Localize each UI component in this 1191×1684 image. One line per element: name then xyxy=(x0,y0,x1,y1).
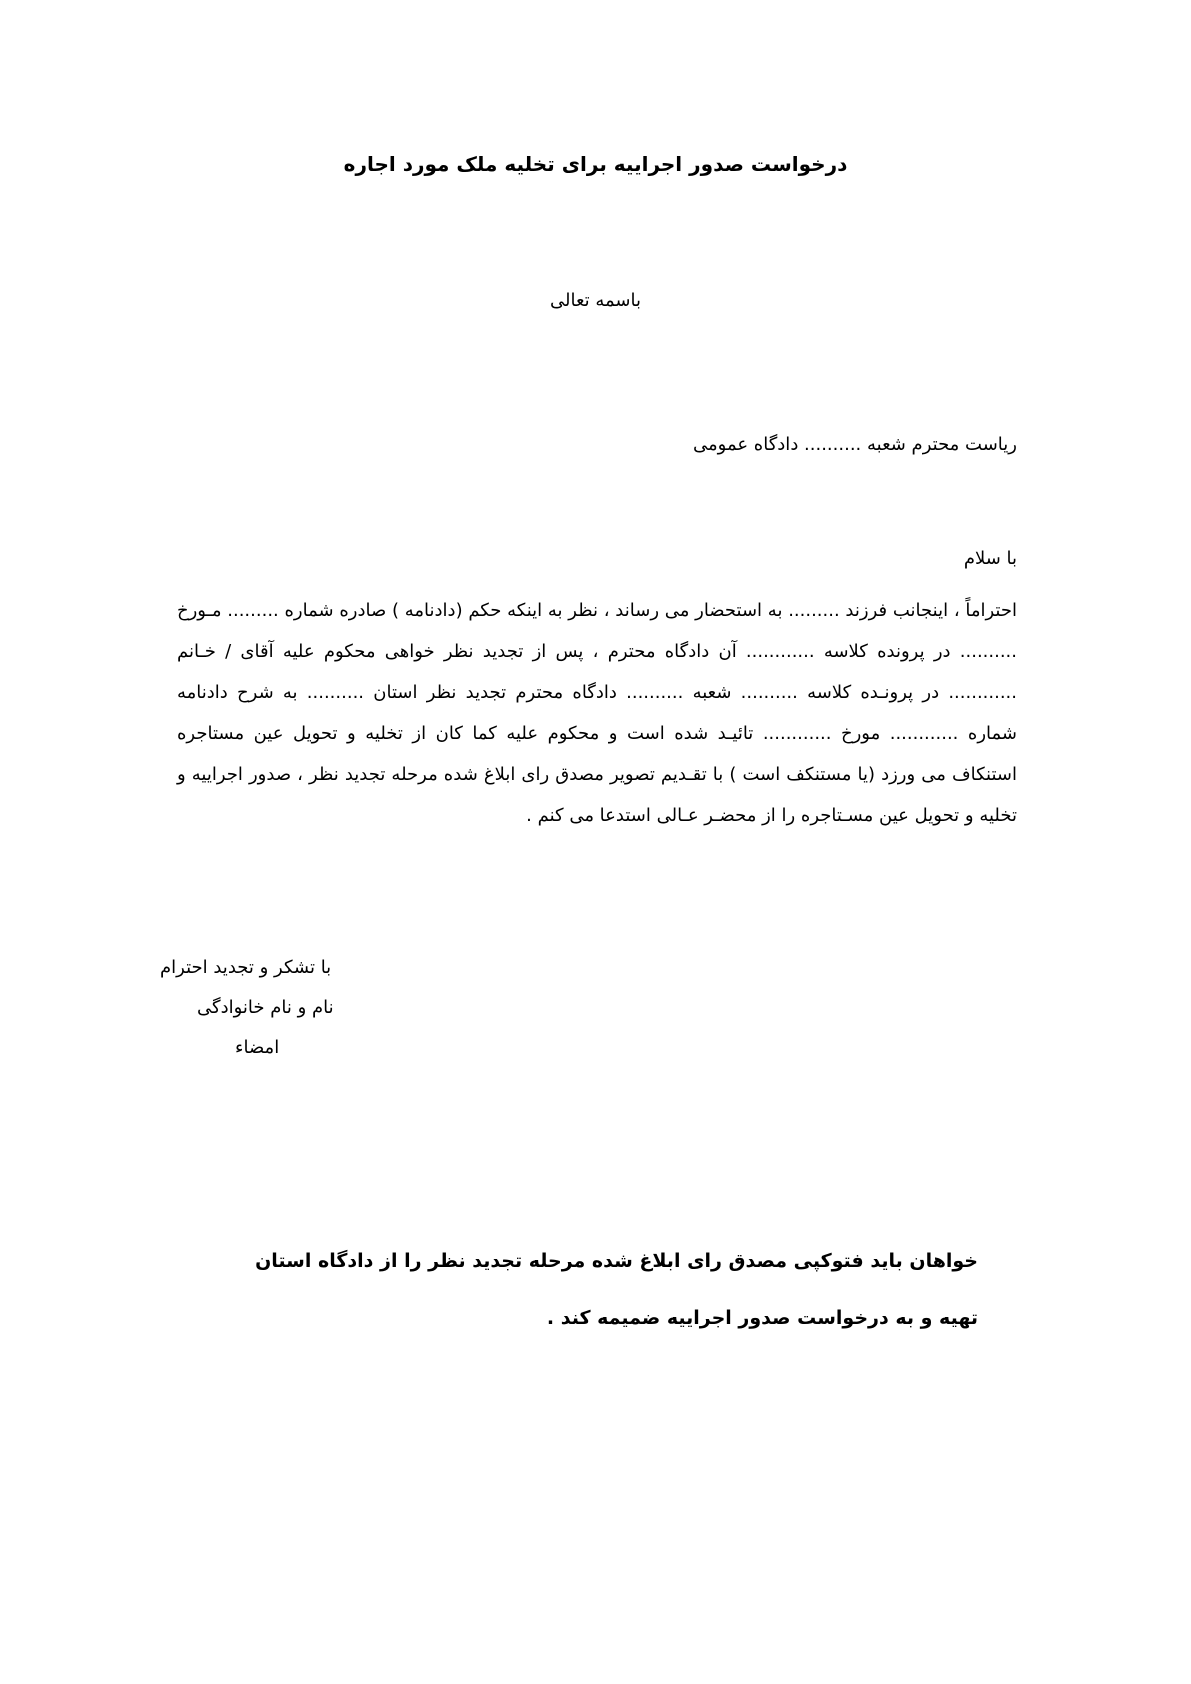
invocation: باسمه تعالی xyxy=(549,290,642,311)
signature-label: امضاء xyxy=(235,1037,280,1058)
signature-block xyxy=(160,948,400,1068)
name-label: نام و نام خانوادگی xyxy=(197,997,334,1018)
greeting: با سلام xyxy=(963,548,1017,569)
body-paragraph: احتراماً ، اینجانب فرزند ......... به استحضار می رساند ، نظر به اینکه حکم (دادنامه ) صادره شماره ......... مـورخ .......... در پرونده کلاسه ............ آن دادگاه محترم ، پس از تجدید نظر خواهی محکوم علیه آقای / خـانم ............ در پرونـده کلاسه .......... شعبه .......... دادگاه محترم تجدید نظر استان .......... به شرح دادنامه شماره ............ مورخ ............ تائیـد شده است و محکوم علیه کما کان از تخلیه و تحویل عین مستاجره استنکاف می ورزد (یا مستنکف است ) با تقـدیم تصویر مصدق رای ابلاغ شده مرحله تجدید نظر ، صدور اجراییه و تخلیه و تحویل عین مسـتاجره را از محضـر عـالی استدعا می کنم . xyxy=(177,600,1017,826)
closing-line: با تشکر و تجدید احترام xyxy=(160,957,332,978)
document-title: درخواست صدور اجراییه برای تخلیه ملک مورد اجاره xyxy=(343,152,848,176)
footnote-instruction: خواهان باید فتوکپی مصدق رای ابلاغ شده مرحله تجدید نظر را از دادگاه استان تهیه و به درخواست صدور اجراییه ضمیمه کند . xyxy=(255,1250,978,1329)
addressee-line: ریاست محترم شعبه .......... دادگاه عمومی xyxy=(693,434,1017,455)
